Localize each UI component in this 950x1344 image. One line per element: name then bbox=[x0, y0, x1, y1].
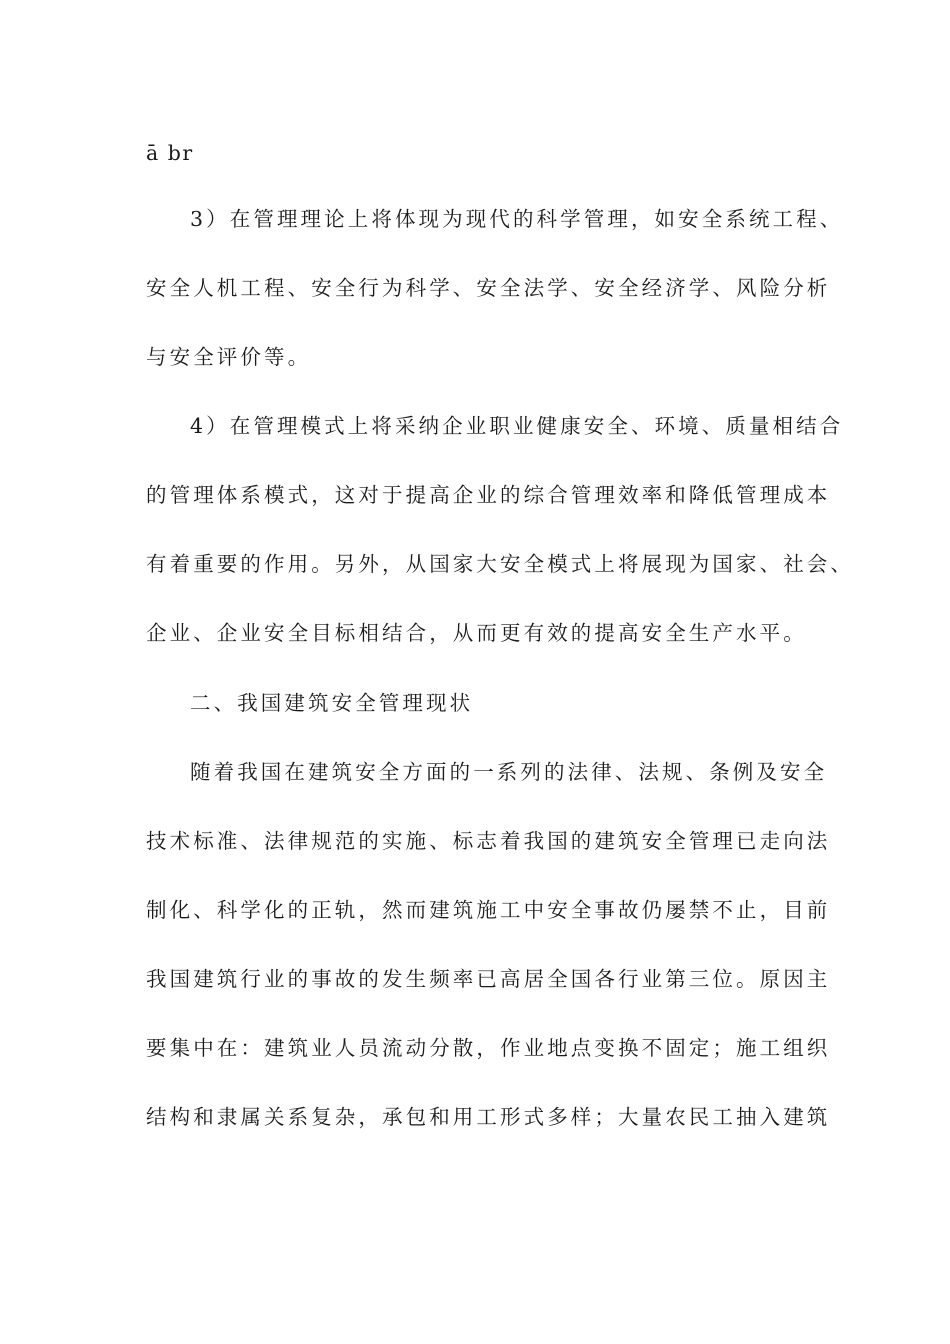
paragraph-5-line-6: 结构和隶属关系复杂，承包和用工形式多样；大量农民工抽入建筑 bbox=[146, 1105, 831, 1129]
paragraph-5-line-4: 我国建筑行业的事故的发生频率已高居全国各行业第三位。原因主 bbox=[146, 967, 831, 991]
paragraph-5-line-5: 要集中在：建筑业人员流动分散，作业地点变换不固定；施工组织 bbox=[146, 1036, 831, 1060]
paragraph-5-line-1: 随着我国在建筑安全方面的一系列的法律、法规、条例及安全 bbox=[190, 760, 828, 784]
section-heading: 二、我国建筑安全管理现状 bbox=[190, 691, 474, 715]
paragraph-3-line-1: 3）在管理理论上将体现为现代的科学管理，如安全系统工程、 bbox=[190, 207, 844, 231]
paragraph-3-line-3: 与安全评价等。 bbox=[146, 345, 312, 369]
paragraph-4-line-3: 有着重要的作用。另外，从国家大安全模式上将展现为国家、社会、 bbox=[146, 552, 854, 576]
paragraph-3-line-2: 安全人机工程、安全行为科学、安全法学、安全经济学、风险分析 bbox=[146, 276, 831, 300]
paragraph-5-line-3: 制化、科学化的正轨，然而建筑施工中安全事故仍屡禁不止，目前 bbox=[146, 898, 831, 922]
paragraph-5-line-2: 技术标准、法律规范的实施、标志着我国的建筑安全管理已走向法 bbox=[146, 829, 831, 853]
paragraph-4-line-1: 4）在管理模式上将采纳企业职业健康安全、环境、质量相结合 bbox=[190, 414, 844, 438]
paragraph-4-line-2: 的管理体系模式，这对于提高企业的综合管理效率和降低管理成本 bbox=[146, 483, 831, 507]
text-fragment: ā br bbox=[146, 141, 194, 165]
paragraph-4-line-4: 企业、企业安全目标相结合，从而更有效的提高安全生产水平。 bbox=[146, 621, 807, 645]
